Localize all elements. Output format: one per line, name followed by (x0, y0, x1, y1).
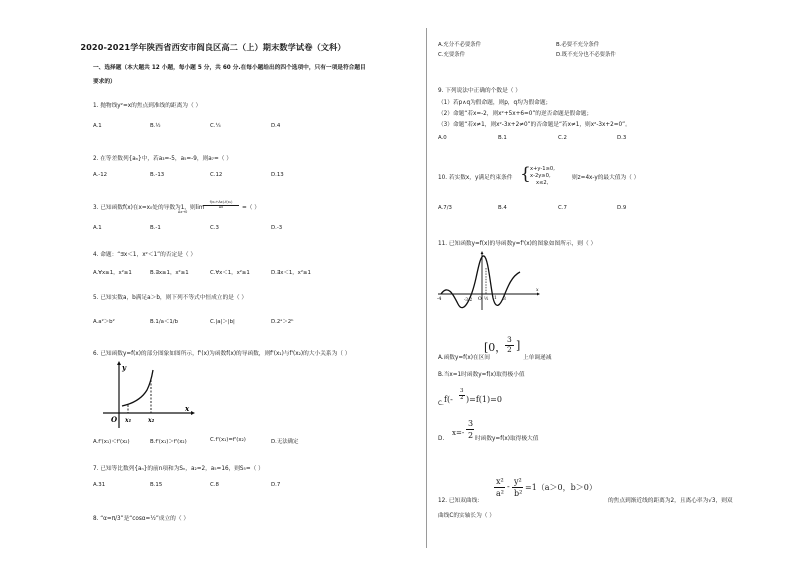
q9-statement-2: （2）命题“若x=-2，则x²+5x+6=0”的逆否命题是假命题； (438, 111, 593, 117)
q9-statement-1: （1）若p∧q为假命题，则p，q均为假命题； (438, 100, 552, 106)
q3-option-b: B.-1 (150, 225, 161, 231)
q11-origin-label: O (478, 297, 482, 302)
q11-option-b: B.当x=1时函数y=f(x)取得极小值 (438, 372, 525, 378)
q2-stem: 2. 在等差数列{aₙ}中，若a₃=-5，a₅=-9，则a₇=（ ） (93, 156, 232, 162)
q4-option-d: D.∃x＜1，x²≥1 (271, 270, 311, 276)
q12-frac2-den: b² (514, 489, 523, 498)
q6-option-b: B.f'(x₁)＞f'(x₂) (150, 439, 187, 445)
q12-stem-line2: 曲线C的实轴长为（ ） (438, 513, 495, 519)
q6-x1-label: x₁ (125, 417, 132, 424)
q6-option-d: D.无法确定 (271, 439, 299, 445)
q11-x-label: x (536, 288, 539, 293)
q10-stem-tail: 则z=4x-y的最大值为（ ） (572, 175, 640, 181)
q12-frac2-bar (512, 487, 523, 488)
q9-option-c: C.2 (558, 135, 567, 141)
q12-frac1-den: a² (496, 489, 504, 498)
q3-limit-numerator: f(x₀+Δx)-f(x₀) (209, 200, 233, 204)
q11-y-arrow (481, 251, 484, 254)
q11-option-a-interval-open: [0， (484, 341, 507, 354)
q11-derivative-graph (436, 250, 546, 312)
q7-option-c: C.8 (210, 482, 219, 488)
q3-option-d: D.-3 (271, 225, 283, 231)
q10-stem: 10. 若实数x，y满足约束条件 (438, 175, 513, 181)
section-heading-line2: 要求的） (93, 79, 116, 85)
q1-option-a: A.1 (93, 123, 102, 129)
q3-stem: 3. 已知函数f(x)在x=x₀处的导数为1，则lim (93, 205, 205, 211)
q5-option-a: A.a²＞b² (93, 319, 115, 325)
q11-option-c-num: 3 (460, 388, 464, 394)
q3-option-a: A.1 (93, 225, 102, 231)
q6-function-graph (95, 360, 195, 430)
q3-option-c: C.3 (210, 225, 219, 231)
q6-option-c: C.f'(x₁)=f'(x₂) (210, 437, 246, 443)
q5-stem: 5. 已知实数a，b满足a＞b，则下列不等式中恒成立的是（ ） (93, 295, 248, 301)
q1-option-c: C.¼ (210, 123, 221, 129)
q9-option-b: B.1 (498, 135, 507, 141)
q11-option-c-den: 2 (460, 395, 464, 401)
q8-option-a: A.充分不必要条件 (438, 42, 482, 48)
q3-limit-subscript: Δx→0 (178, 210, 188, 214)
q12-frac1-bar (494, 487, 505, 488)
q10-constraint-2: x-2y≥0, (530, 173, 551, 179)
q4-option-c: C.∀x＜1，x²≥1 (210, 270, 250, 276)
q6-origin-label: O (111, 415, 118, 424)
q5-option-c: C.|a|＞|b| (210, 319, 235, 325)
q12-frac2-num: y² (514, 477, 522, 486)
q8-stem: 8. “α=π/3”是“cosα=½”成立的（ ） (93, 516, 190, 522)
q11-stem: 11. 已知函数y=f(x)的导函数y=f'(x)的图象如图所示，则（ ） (438, 241, 597, 247)
q8-option-d: D.既不充分也不必要条件 (556, 52, 616, 58)
q6-option-a: A.f'(x₁)＜f'(x₂) (93, 439, 130, 445)
q12-frac1-num: x² (496, 477, 504, 486)
q7-option-a: A.31 (93, 482, 106, 488)
q1-stem: 1. 抛物线y²=x的焦点到准线的距离为（ ） (93, 103, 202, 109)
q5-option-b: B.1/a＜1/b (150, 319, 179, 325)
q3-stem-tail: =（ ） (242, 205, 260, 211)
q2-option-b: B.-13 (150, 172, 165, 178)
q8-option-b: B.必要不充分条件 (556, 42, 600, 48)
q1-option-b: B.½ (150, 123, 161, 129)
q11-three-label: 3 (503, 297, 506, 302)
q6-stem: 6. 已知函数y=f(x)的部分图象如图所示，f'(x)为函数f(x)的导函数，则f'(x₁)与f'(x₂)的大小关系为（ ） (93, 351, 351, 357)
q9-statement-3: （3）命题“若x≠1，则x²-3x+2≠0”的否命题是“若x≠1，则x²-3x+2=0”。 (438, 122, 631, 128)
q6-y-arrow (117, 361, 121, 365)
q12-stem-tail: 的焦点到渐近线的距离为2，且离心率为√3，则双 (608, 498, 733, 504)
q10-option-b: B.4 (498, 205, 507, 211)
q10-option-c: C.7 (558, 205, 567, 211)
q1-option-d: D.4 (271, 123, 281, 129)
q9-option-a: A.0 (438, 135, 447, 141)
q11-option-a-prefix: A.函数y=f(x)在区间 (438, 355, 490, 361)
q11-neg-three-half-label: -3/2 (464, 297, 473, 302)
q5-option-d: D.2ᵃ＞2ᵇ (271, 319, 294, 325)
q2-option-a: A.-12 (93, 172, 108, 178)
q10-option-a: A.7/3 (438, 205, 452, 211)
q2-option-c: C.12 (210, 172, 223, 178)
q4-stem: 4. 命题：“∃x＜1，x²＜1”的否定是（ ） (93, 252, 197, 258)
q11-option-d-x: x=- (452, 429, 465, 437)
q11-one-label: 1 (494, 296, 497, 301)
q11-option-d-den: 2 (468, 431, 474, 440)
q11-option-d-prefix: D. (438, 436, 445, 442)
q11-option-c-prefix: C. (438, 401, 444, 407)
q7-option-b: B.15 (150, 482, 163, 488)
q4-option-a: A.∀x≥1，x²≥1 (93, 270, 132, 276)
q7-option-d: D.7 (271, 482, 281, 488)
q11-option-d-bar (466, 429, 474, 430)
q6-curve (122, 370, 153, 406)
q4-option-b: B.∃x≥1，x²≥1 (150, 270, 189, 276)
q2-option-d: D.13 (271, 172, 284, 178)
q9-option-d: D.3 (617, 135, 627, 141)
q11-option-a-interval-close: ] (516, 339, 521, 352)
q10-constraint-3: x≤2, (536, 180, 549, 186)
q11-option-c-suffix: )=f(1)=0 (466, 395, 502, 404)
q11-option-d-num: 3 (468, 419, 474, 428)
q9-stem: 9. 下列说法中正确的个数是（ ） (438, 88, 521, 94)
q11-option-a-suffix: 上单调递减 (523, 355, 552, 361)
q11-option-a-den: 2 (507, 345, 512, 354)
q6-x2-label: x₂ (148, 417, 155, 424)
q10-option-d: D.9 (617, 205, 627, 211)
q11-option-a-num: 3 (507, 335, 512, 344)
q8-option-c: C.充要条件 (438, 52, 466, 58)
q12-minus: - (507, 482, 510, 491)
q11-option-c-f: f(- (444, 395, 453, 404)
q10-constraint-1: x+y-1≥0, (530, 166, 555, 172)
q12-stem: 12. 已知双曲线： (438, 498, 483, 504)
q10-constraint-brace: { (520, 164, 531, 184)
q3-limit-denominator: Δx (218, 205, 224, 209)
q6-x-label: x (185, 404, 190, 413)
q6-x-arrow (191, 411, 195, 415)
q7-stem: 7. 已知等比数列{aₙ}的前n项和为Sₙ，a₂=2，a₅=16，则S₅=（ ） (93, 466, 264, 472)
q6-y-label: y (122, 363, 127, 372)
q12-equation-rest: =1（a＞0，b＞0） (525, 483, 597, 492)
q11-half-label: ½ (484, 297, 489, 302)
exam-title: 2020-2021学年陕西省西安市阎良区高二（上）期末数学试卷（文科） (80, 42, 346, 52)
q11-option-d-suffix: 时函数y=f(x)取得极大值 (475, 436, 539, 442)
q11-left-label: -4 (437, 297, 442, 302)
section-heading: 一、选择题（本大题共 12 小题，每小题 5 分，共 60 分.在每小题给出的四个选项中，只有一项是符合题目 (93, 65, 366, 71)
